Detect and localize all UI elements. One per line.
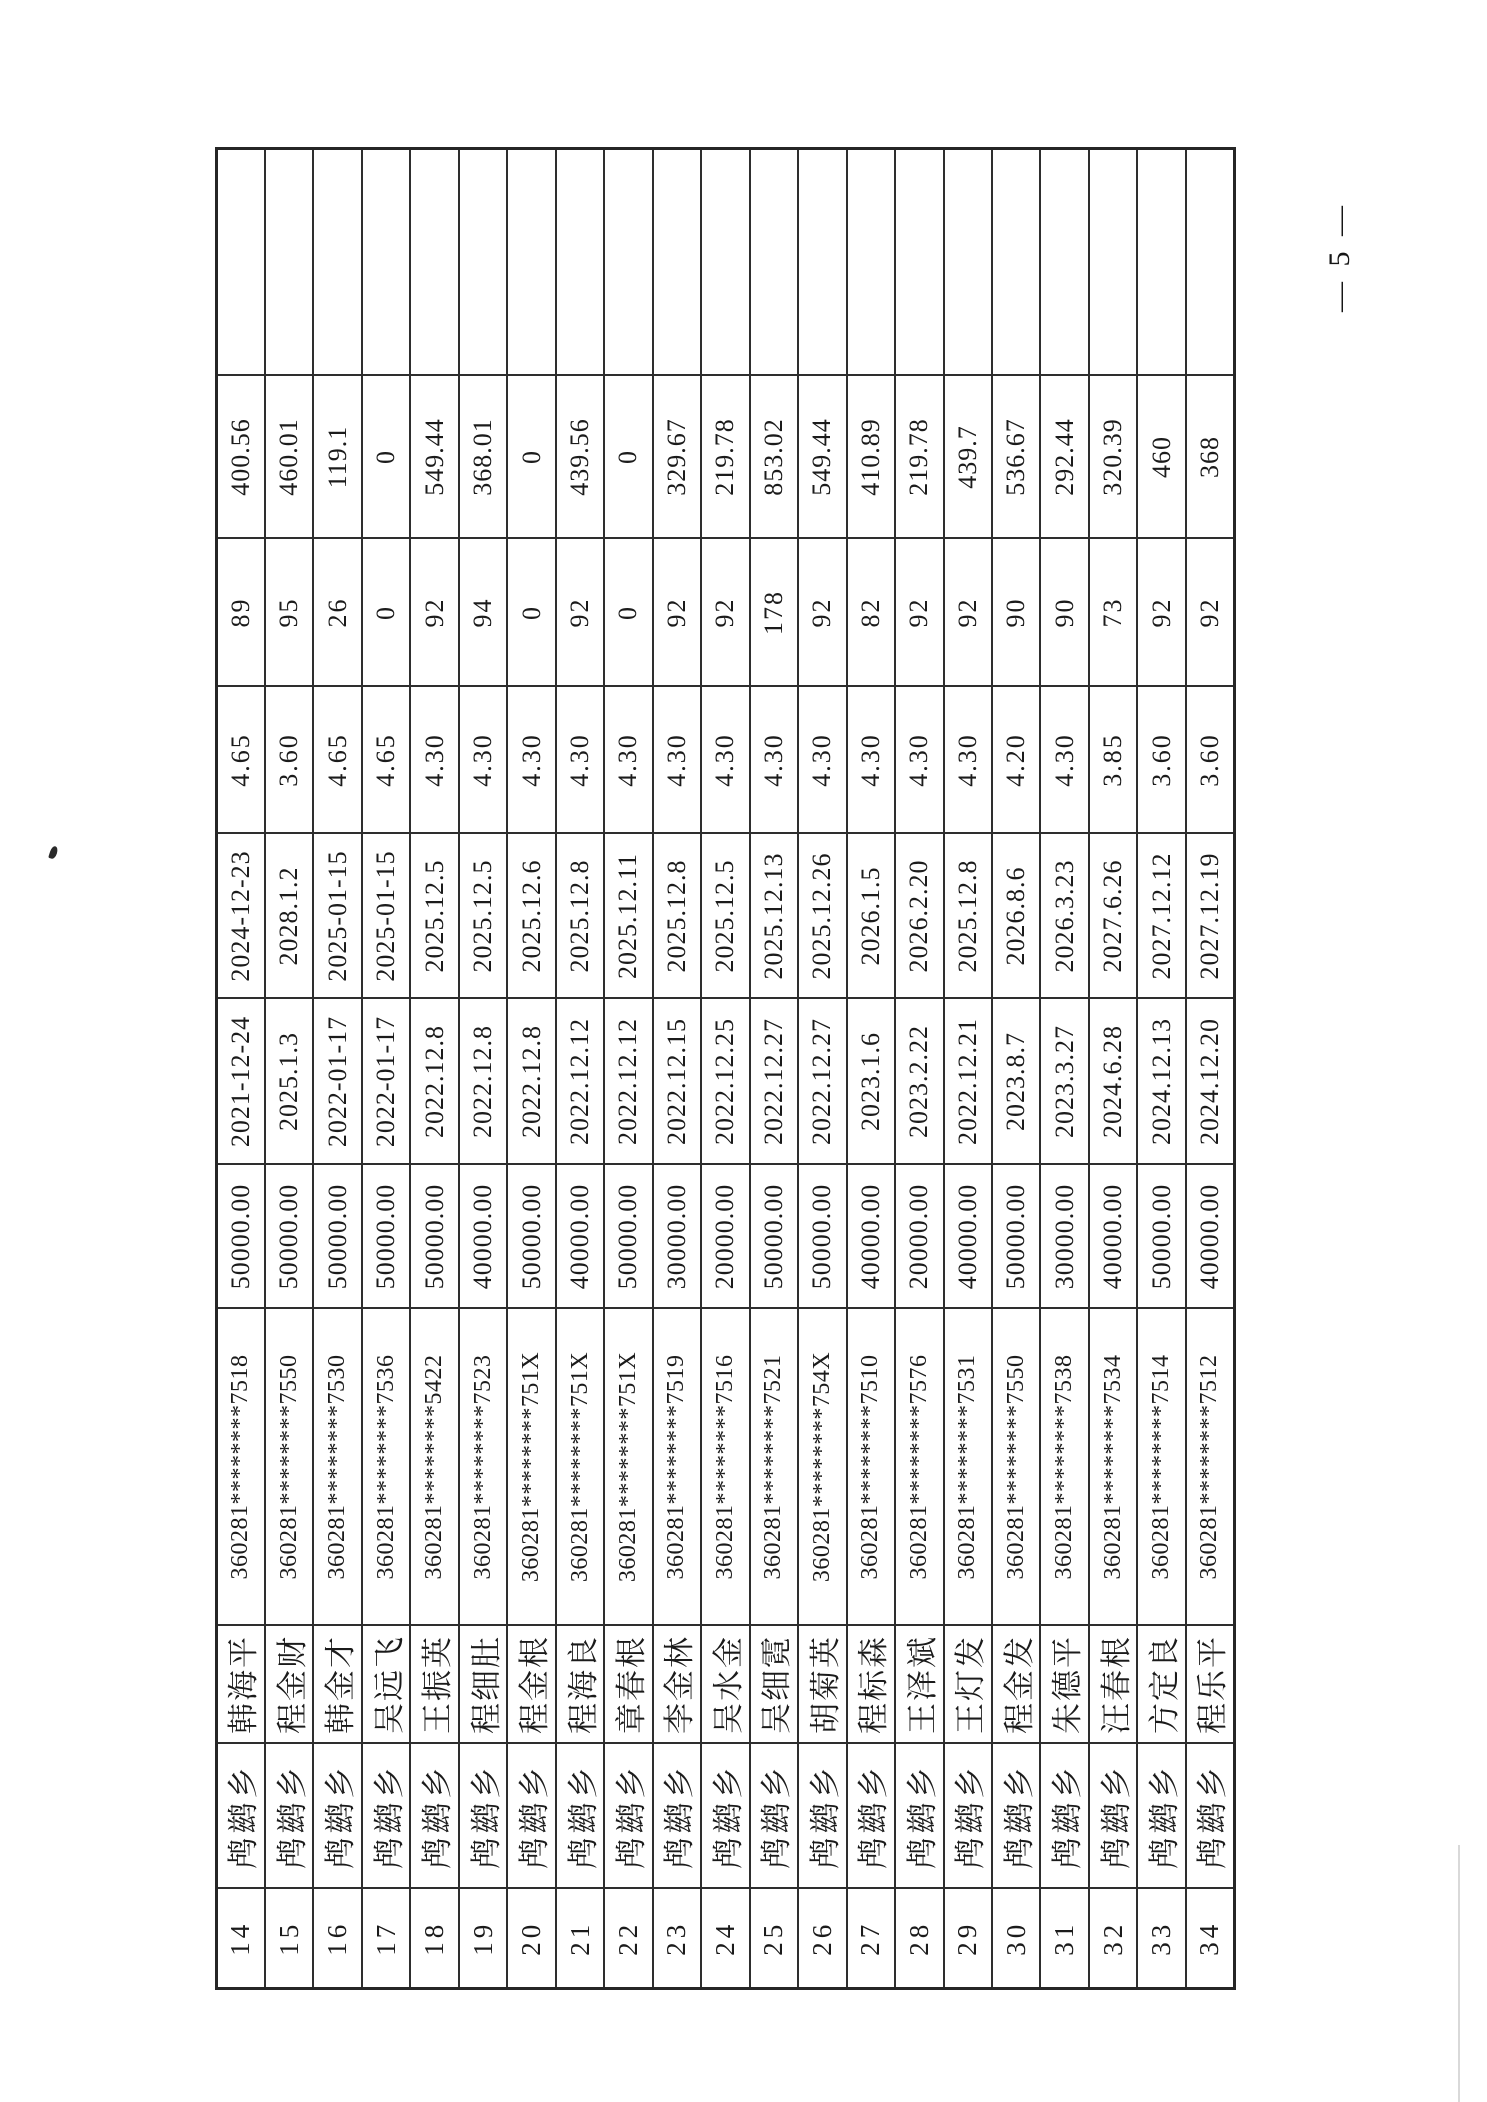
cell-name: 程金根: [507, 1626, 555, 1744]
cell-blank: [992, 149, 1040, 376]
cell-seq: 22: [604, 1889, 652, 1989]
cell-end_date: 2026.3.23: [1040, 834, 1088, 999]
table-row: [507, 149, 555, 1989]
cell-id_masked: 360281********7510: [847, 1309, 895, 1626]
cell-start_date: 2022-01-17: [362, 999, 410, 1165]
cell-blank: [265, 149, 313, 376]
cell-rate: 4.30: [507, 687, 555, 834]
cell-start_date: 2022.12.8: [459, 999, 507, 1165]
cell-principal: 40000.00: [459, 1165, 507, 1309]
cell-days: 92: [1186, 539, 1234, 687]
cell-township: 鸬鹚乡: [895, 1744, 943, 1889]
cell-start_date: 2023.1.6: [847, 999, 895, 1165]
cell-seq: 30: [992, 1889, 1040, 1989]
cell-end_date: 2026.8.6: [992, 834, 1040, 999]
cell-name: 程标森: [847, 1626, 895, 1744]
cell-blank: [459, 149, 507, 376]
cell-principal: 40000.00: [1089, 1165, 1137, 1309]
cell-township: 鸬鹚乡: [507, 1744, 555, 1889]
cell-name: 李金林: [653, 1626, 701, 1744]
cell-seq: 16: [313, 1889, 361, 1989]
cell-name: 吴水金: [701, 1626, 749, 1744]
cell-days: 92: [798, 539, 846, 687]
cell-rate: 4.30: [556, 687, 604, 834]
cell-start_date: 2024.6.28: [1089, 999, 1137, 1165]
cell-seq: 28: [895, 1889, 943, 1989]
table-row: [653, 149, 701, 1989]
cell-interest: 368: [1186, 376, 1234, 539]
loan-detail-table: [215, 147, 1236, 1990]
cell-id_masked: 360281********7518: [217, 1309, 265, 1626]
cell-name: 吴远飞: [362, 1626, 410, 1744]
table-row: [992, 149, 1040, 1989]
cell-seq: 32: [1089, 1889, 1137, 1989]
cell-blank: [1137, 149, 1185, 376]
cell-end_date: 2025.12.8: [556, 834, 604, 999]
cell-end_date: 2025.12.8: [653, 834, 701, 999]
cell-seq: 34: [1186, 1889, 1234, 1989]
cell-rate: 4.30: [410, 687, 458, 834]
cell-rate: 4.30: [895, 687, 943, 834]
cell-interest: 320.39: [1089, 376, 1137, 539]
cell-start_date: 2022-01-17: [313, 999, 361, 1165]
cell-principal: 50000.00: [313, 1165, 361, 1309]
cell-end_date: 2025.12.26: [798, 834, 846, 999]
cell-seq: 31: [1040, 1889, 1088, 1989]
cell-end_date: 2025-01-15: [362, 834, 410, 999]
cell-rate: 4.30: [944, 687, 992, 834]
cell-end_date: 2025.12.5: [459, 834, 507, 999]
table-row: [265, 149, 313, 1989]
cell-rate: 3.60: [1186, 687, 1234, 834]
table-row: [556, 149, 604, 1989]
cell-rate: 3.85: [1089, 687, 1137, 834]
cell-name: 汪春根: [1089, 1626, 1137, 1744]
cell-end_date: 2027.6.26: [1089, 834, 1137, 999]
cell-start_date: 2022.12.27: [798, 999, 846, 1165]
cell-name: 程海良: [556, 1626, 604, 1744]
cell-blank: [362, 149, 410, 376]
cell-start_date: 2021-12-24: [217, 999, 265, 1165]
cell-township: 鸬鹚乡: [750, 1744, 798, 1889]
cell-id_masked: 360281********7576: [895, 1309, 943, 1626]
cell-end_date: 2027.12.12: [1137, 834, 1185, 999]
cell-seq: 26: [798, 1889, 846, 1989]
cell-township: 鸬鹚乡: [992, 1744, 1040, 1889]
cell-rate: 4.30: [701, 687, 749, 834]
cell-interest: 400.56: [217, 376, 265, 539]
cell-rate: 4.20: [992, 687, 1040, 834]
cell-id_masked: 360281********7530: [313, 1309, 361, 1626]
cell-start_date: 2024.12.20: [1186, 999, 1234, 1165]
cell-id_masked: 360281********754X: [798, 1309, 846, 1626]
cell-name: 王振英: [410, 1626, 458, 1744]
cell-rate: 4.65: [362, 687, 410, 834]
cell-name: 吴细霓: [750, 1626, 798, 1744]
cell-days: 92: [556, 539, 604, 687]
cell-interest: 329.67: [653, 376, 701, 539]
cell-township: 鸬鹚乡: [217, 1744, 265, 1889]
cell-blank: [556, 149, 604, 376]
cell-start_date: 2022.12.8: [507, 999, 555, 1165]
cell-days: 92: [895, 539, 943, 687]
cell-principal: 50000.00: [604, 1165, 652, 1309]
cell-blank: [410, 149, 458, 376]
cell-interest: 549.44: [798, 376, 846, 539]
cell-principal: 50000.00: [265, 1165, 313, 1309]
cell-township: 鸬鹚乡: [265, 1744, 313, 1889]
cell-blank: [944, 149, 992, 376]
cell-rate: 4.30: [750, 687, 798, 834]
cell-principal: 40000.00: [847, 1165, 895, 1309]
cell-township: 鸬鹚乡: [1040, 1744, 1088, 1889]
cell-blank: [847, 149, 895, 376]
cell-township: 鸬鹚乡: [653, 1744, 701, 1889]
cell-days: 94: [459, 539, 507, 687]
cell-name: 程金财: [265, 1626, 313, 1744]
cell-principal: 50000.00: [992, 1165, 1040, 1309]
cell-id_masked: 360281********7519: [653, 1309, 701, 1626]
cell-principal: 20000.00: [701, 1165, 749, 1309]
cell-blank: [798, 149, 846, 376]
cell-seq: 27: [847, 1889, 895, 1989]
cell-rate: 4.30: [798, 687, 846, 834]
cell-id_masked: 360281********751X: [507, 1309, 555, 1626]
table-row: [701, 149, 749, 1989]
cell-id_masked: 360281********7538: [1040, 1309, 1088, 1626]
cell-name: 胡菊英: [798, 1626, 846, 1744]
cell-name: 韩金才: [313, 1626, 361, 1744]
cell-interest: 410.89: [847, 376, 895, 539]
cell-name: 韩海平: [217, 1626, 265, 1744]
cell-seq: 14: [217, 1889, 265, 1989]
cell-days: 89: [217, 539, 265, 687]
cell-blank: [1089, 149, 1137, 376]
cell-principal: 50000.00: [362, 1165, 410, 1309]
cell-days: 92: [653, 539, 701, 687]
cell-rate: 4.30: [604, 687, 652, 834]
table-row: [1137, 149, 1185, 1989]
cell-rate: 4.30: [1040, 687, 1088, 834]
cell-name: 程金发: [992, 1626, 1040, 1744]
cell-blank: [1186, 149, 1234, 376]
cell-days: 178: [750, 539, 798, 687]
cell-principal: 50000.00: [410, 1165, 458, 1309]
table-row: [798, 149, 846, 1989]
cell-township: 鸬鹚乡: [847, 1744, 895, 1889]
cell-interest: 292.44: [1040, 376, 1088, 539]
cell-seq: 24: [701, 1889, 749, 1989]
cell-interest: 0: [507, 376, 555, 539]
cell-principal: 40000.00: [556, 1165, 604, 1309]
cell-id_masked: 360281********7512: [1186, 1309, 1234, 1626]
cell-seq: 25: [750, 1889, 798, 1989]
cell-interest: 119.1: [313, 376, 361, 539]
table-row: [895, 149, 943, 1989]
cell-interest: 439.7: [944, 376, 992, 539]
cell-principal: 50000.00: [507, 1165, 555, 1309]
cell-blank: [1040, 149, 1088, 376]
ink-speck-artifact: [48, 845, 59, 860]
table-row: [847, 149, 895, 1989]
cell-name: 程乐平: [1186, 1626, 1234, 1744]
cell-id_masked: 360281********7523: [459, 1309, 507, 1626]
cell-start_date: 2022.12.21: [944, 999, 992, 1165]
cell-township: 鸬鹚乡: [944, 1744, 992, 1889]
cell-end_date: 2025.12.5: [410, 834, 458, 999]
cell-id_masked: 360281********7516: [701, 1309, 749, 1626]
cell-principal: 50000.00: [750, 1165, 798, 1309]
cell-township: 鸬鹚乡: [604, 1744, 652, 1889]
cell-end_date: 2025-01-15: [313, 834, 361, 999]
cell-days: 26: [313, 539, 361, 687]
cell-days: 73: [1089, 539, 1137, 687]
cell-days: 0: [362, 539, 410, 687]
cell-rate: 4.65: [313, 687, 361, 834]
cell-rate: 4.65: [217, 687, 265, 834]
cell-interest: 439.56: [556, 376, 604, 539]
cell-rate: 4.30: [847, 687, 895, 834]
cell-interest: 536.67: [992, 376, 1040, 539]
table-row: [362, 149, 410, 1989]
cell-start_date: 2023.2.22: [895, 999, 943, 1165]
cell-township: 鸬鹚乡: [410, 1744, 458, 1889]
cell-seq: 20: [507, 1889, 555, 1989]
cell-interest: 0: [362, 376, 410, 539]
cell-id_masked: 360281********751X: [604, 1309, 652, 1626]
cell-start_date: 2022.12.8: [410, 999, 458, 1165]
cell-blank: [217, 149, 265, 376]
cell-id_masked: 360281********5422: [410, 1309, 458, 1626]
cell-name: 方定良: [1137, 1626, 1185, 1744]
cell-end_date: 2026.2.20: [895, 834, 943, 999]
cell-seq: 18: [410, 1889, 458, 1989]
cell-interest: 549.44: [410, 376, 458, 539]
cell-id_masked: 360281********7550: [992, 1309, 1040, 1626]
cell-blank: [313, 149, 361, 376]
cell-days: 92: [944, 539, 992, 687]
cell-end_date: 2028.1.2: [265, 834, 313, 999]
cell-blank: [701, 149, 749, 376]
cell-blank: [507, 149, 555, 376]
cell-principal: 20000.00: [895, 1165, 943, 1309]
table-row: [313, 149, 361, 1989]
cell-start_date: 2022.12.27: [750, 999, 798, 1165]
cell-id_masked: 360281********751X: [556, 1309, 604, 1626]
cell-township: 鸬鹚乡: [798, 1744, 846, 1889]
cell-id_masked: 360281********7536: [362, 1309, 410, 1626]
cell-start_date: 2025.1.3: [265, 999, 313, 1165]
cell-id_masked: 360281********7550: [265, 1309, 313, 1626]
cell-days: 82: [847, 539, 895, 687]
cell-id_masked: 360281********7531: [944, 1309, 992, 1626]
cell-blank: [895, 149, 943, 376]
cell-days: 92: [410, 539, 458, 687]
cell-end_date: 2025.12.13: [750, 834, 798, 999]
cell-rate: 3.60: [1137, 687, 1185, 834]
cell-township: 鸬鹚乡: [313, 1744, 361, 1889]
cell-days: 0: [507, 539, 555, 687]
cell-name: 朱德平: [1040, 1626, 1088, 1744]
table-row: [217, 149, 265, 1989]
cell-days: 92: [1137, 539, 1185, 687]
cell-seq: 17: [362, 1889, 410, 1989]
cell-seq: 23: [653, 1889, 701, 1989]
cell-name: 程细肚: [459, 1626, 507, 1744]
cell-seq: 33: [1137, 1889, 1185, 1989]
cell-days: 92: [701, 539, 749, 687]
cell-days: 95: [265, 539, 313, 687]
cell-township: 鸬鹚乡: [1186, 1744, 1234, 1889]
cell-name: 章春根: [604, 1626, 652, 1744]
cell-end_date: 2025.12.11: [604, 834, 652, 999]
cell-start_date: 2022.12.12: [604, 999, 652, 1165]
cell-seq: 19: [459, 1889, 507, 1989]
scan-edge-artifact: [1458, 1845, 1460, 2102]
cell-start_date: 2024.12.13: [1137, 999, 1185, 1165]
cell-blank: [604, 149, 652, 376]
table-row: [1040, 149, 1088, 1989]
cell-end_date: 2025.12.8: [944, 834, 992, 999]
cell-principal: 40000.00: [1186, 1165, 1234, 1309]
cell-id_masked: 360281********7534: [1089, 1309, 1137, 1626]
cell-end_date: 2026.1.5: [847, 834, 895, 999]
cell-principal: 50000.00: [1137, 1165, 1185, 1309]
cell-end_date: 2024-12-23: [217, 834, 265, 999]
cell-end_date: 2025.12.5: [701, 834, 749, 999]
cell-seq: 29: [944, 1889, 992, 1989]
cell-name: 王灯发: [944, 1626, 992, 1744]
table-row: [1089, 149, 1137, 1989]
cell-interest: 219.78: [701, 376, 749, 539]
cell-blank: [750, 149, 798, 376]
cell-interest: 219.78: [895, 376, 943, 539]
cell-days: 0: [604, 539, 652, 687]
cell-interest: 0: [604, 376, 652, 539]
cell-blank: [653, 149, 701, 376]
table-row: [604, 149, 652, 1989]
cell-interest: 368.01: [459, 376, 507, 539]
cell-principal: 40000.00: [944, 1165, 992, 1309]
cell-start_date: 2022.12.12: [556, 999, 604, 1165]
cell-township: 鸬鹚乡: [556, 1744, 604, 1889]
cell-interest: 460.01: [265, 376, 313, 539]
cell-id_masked: 360281********7514: [1137, 1309, 1185, 1626]
cell-seq: 15: [265, 1889, 313, 1989]
cell-name: 王泽斌: [895, 1626, 943, 1744]
cell-id_masked: 360281********7521: [750, 1309, 798, 1626]
cell-principal: 50000.00: [798, 1165, 846, 1309]
page-number: — 5 —: [1323, 202, 1356, 312]
cell-end_date: 2025.12.6: [507, 834, 555, 999]
cell-seq: 21: [556, 1889, 604, 1989]
table-row: [750, 149, 798, 1989]
table-row: [944, 149, 992, 1989]
cell-principal: 30000.00: [653, 1165, 701, 1309]
cell-township: 鸬鹚乡: [1089, 1744, 1137, 1889]
cell-days: 90: [1040, 539, 1088, 687]
cell-rate: 4.30: [653, 687, 701, 834]
cell-start_date: 2022.12.25: [701, 999, 749, 1165]
table-row: [410, 149, 458, 1989]
cell-township: 鸬鹚乡: [362, 1744, 410, 1889]
table-row: [459, 149, 507, 1989]
cell-rate: 3.60: [265, 687, 313, 834]
rotated-table-region: [215, 150, 1233, 1990]
cell-township: 鸬鹚乡: [1137, 1744, 1185, 1889]
cell-township: 鸬鹚乡: [459, 1744, 507, 1889]
cell-start_date: 2022.12.15: [653, 999, 701, 1165]
cell-interest: 853.02: [750, 376, 798, 539]
cell-start_date: 2023.3.27: [1040, 999, 1088, 1165]
cell-township: 鸬鹚乡: [701, 1744, 749, 1889]
cell-principal: 30000.00: [1040, 1165, 1088, 1309]
cell-rate: 4.30: [459, 687, 507, 834]
cell-interest: 460: [1137, 376, 1185, 539]
cell-days: 90: [992, 539, 1040, 687]
cell-end_date: 2027.12.19: [1186, 834, 1234, 999]
cell-start_date: 2023.8.7: [992, 999, 1040, 1165]
table-readable-orientation: [215, 150, 1233, 1990]
table-row: [1186, 149, 1234, 1989]
loan-table-body: [217, 149, 1235, 1989]
cell-principal: 50000.00: [217, 1165, 265, 1309]
